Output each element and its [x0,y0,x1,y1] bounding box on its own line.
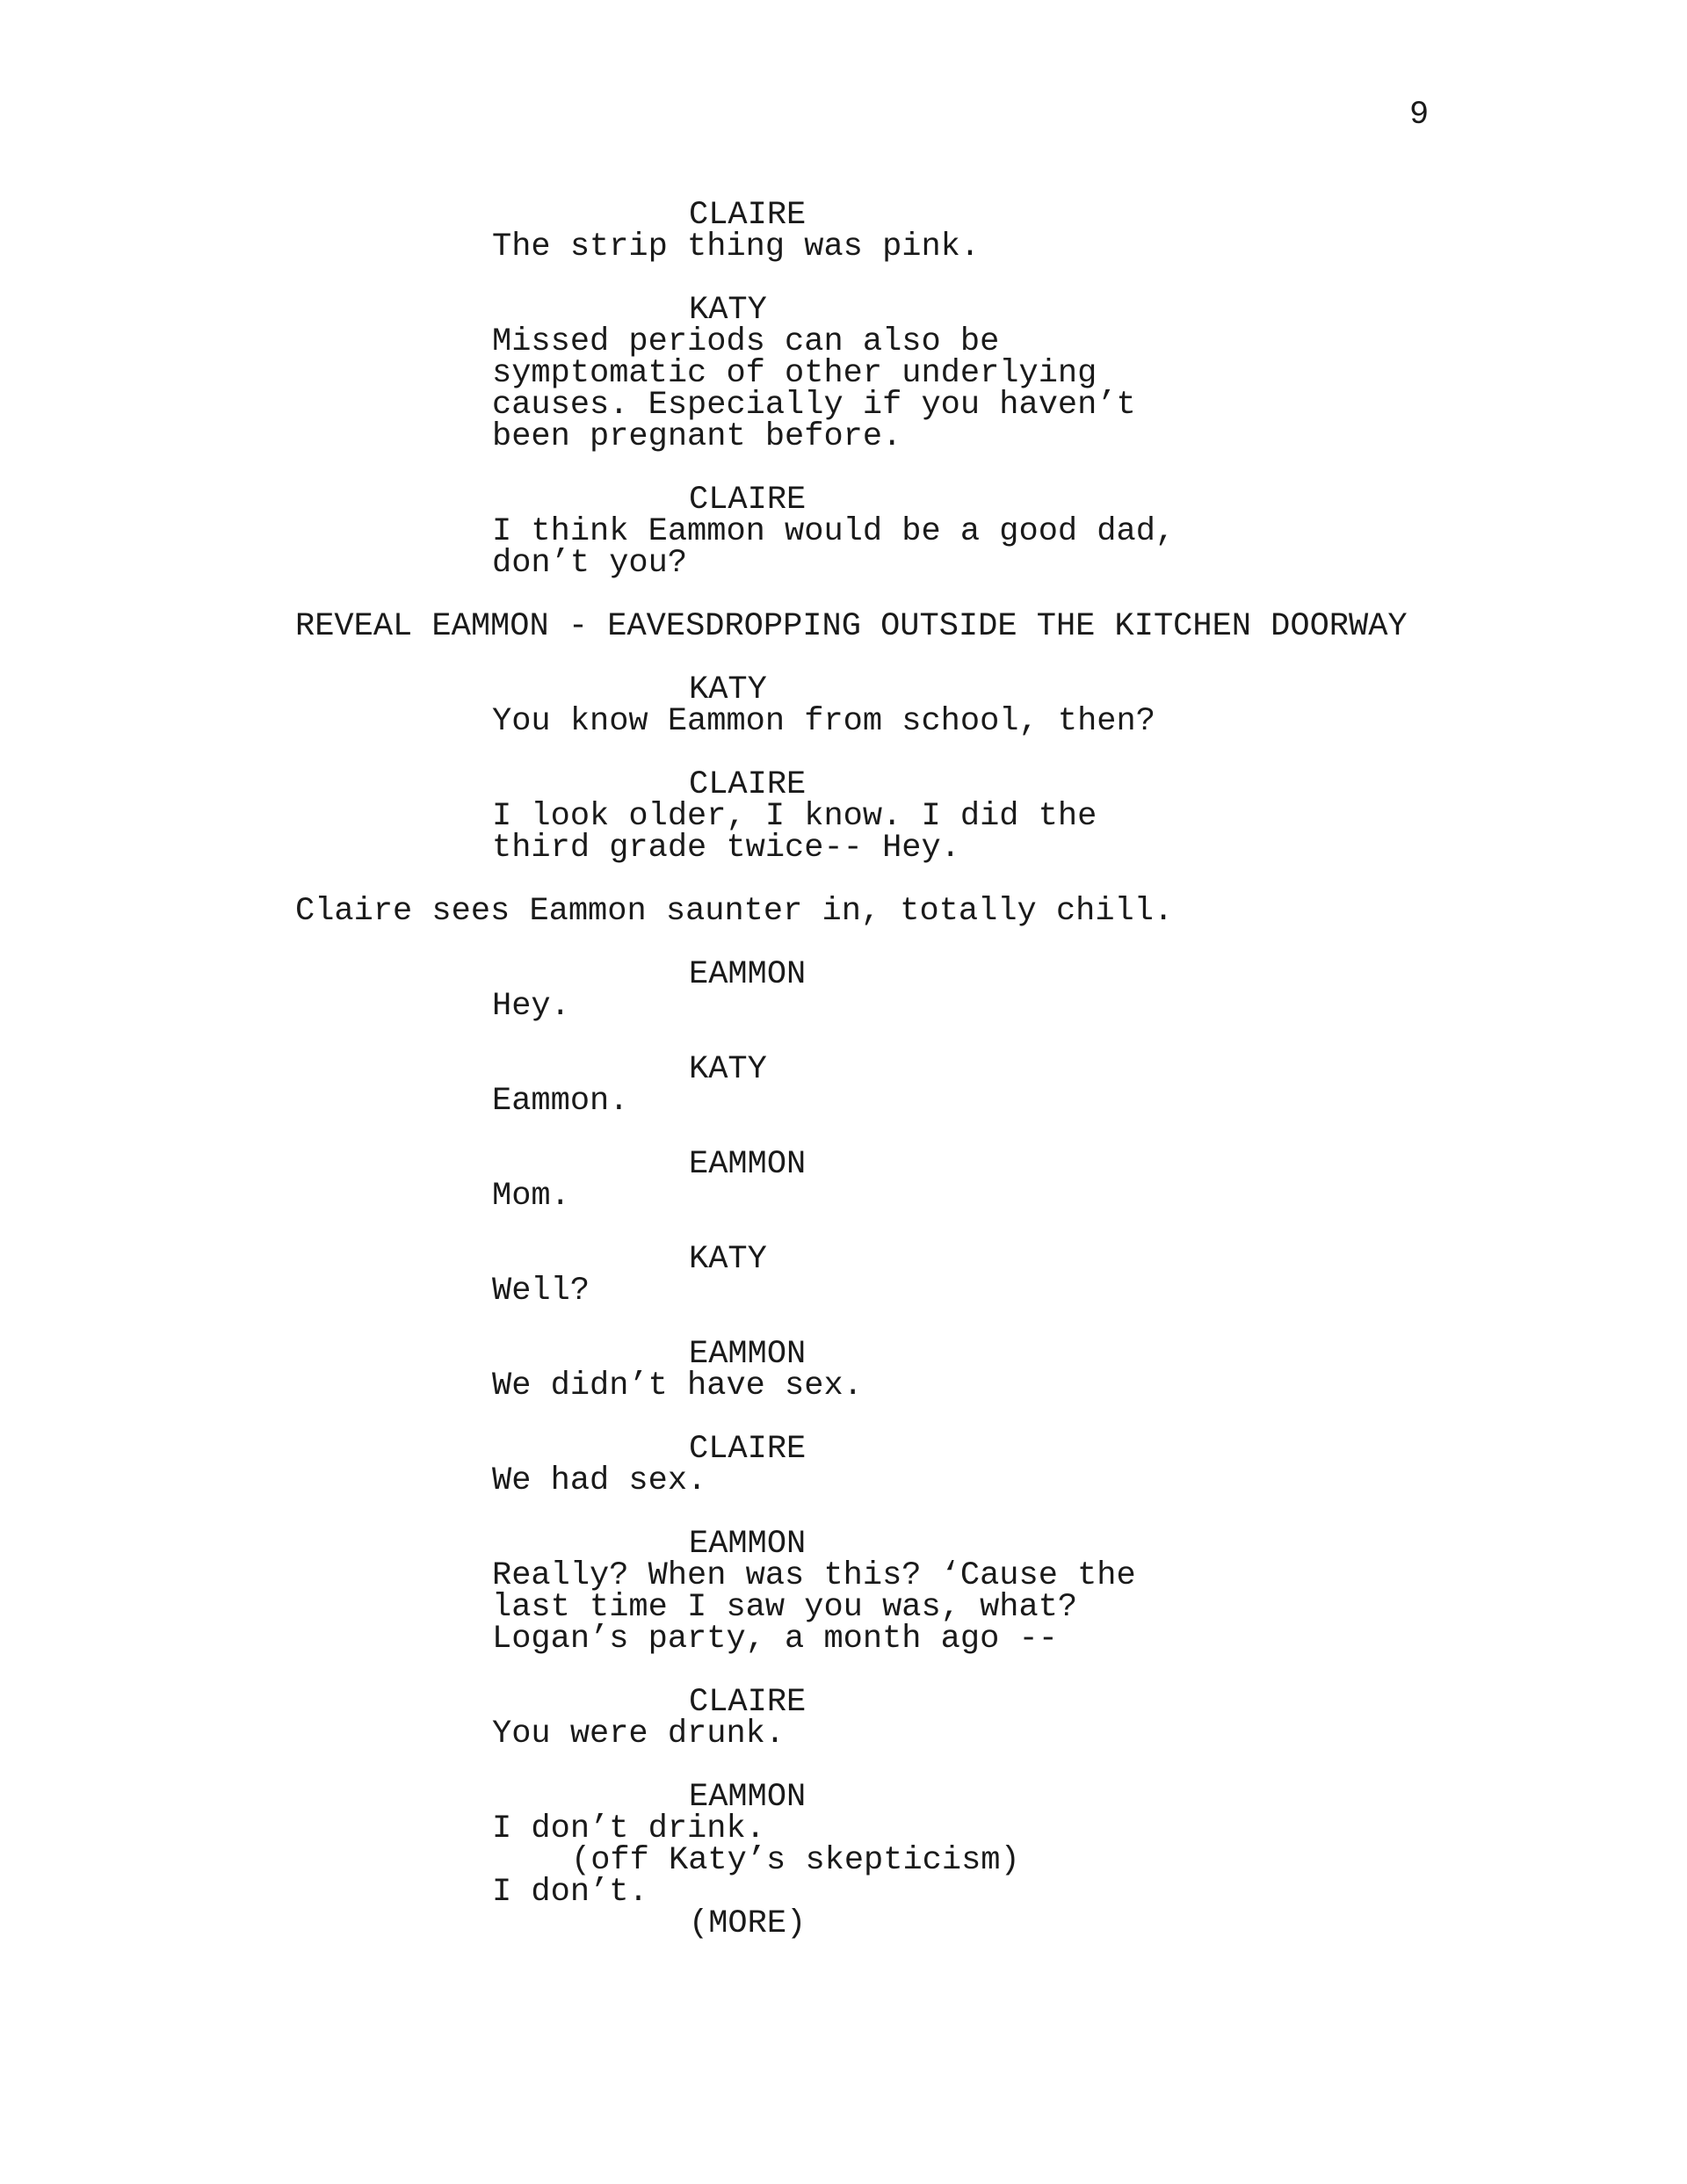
character-cue: EAMMON [689,1779,807,1816]
dialogue-line: been pregnant before. [492,418,902,455]
character-cue: EAMMON [689,1336,807,1373]
dialogue-line: You were drunk. [492,1716,786,1752]
dialogue-line: Mom. [492,1178,570,1215]
character-cue: KATY [689,292,767,329]
dialogue-line: You know Eammon from school, then? [492,703,1155,740]
dialogue-line: Missed periods can also be [492,323,1000,360]
dialogue-line: The strip thing was pink. [492,229,981,265]
dialogue-line: I don’t drink. [492,1810,765,1847]
character-cue: CLAIRE [689,766,807,803]
dialogue-line: Well? [492,1273,590,1310]
character-cue: KATY [689,1241,767,1278]
character-cue: CLAIRE [689,1431,807,1468]
dialogue-line: We had sex. [492,1462,707,1499]
dialogue-line: I think Eammon would be a good dad, [492,513,1176,550]
character-cue: CLAIRE [689,197,807,234]
dialogue-line: Logan’s party, a month ago -- [492,1621,1058,1658]
character-cue: CLAIRE [689,1684,807,1721]
character-cue: KATY [689,1051,767,1088]
dialogue-line: I don’t. [492,1874,648,1911]
character-cue: KATY [689,671,767,708]
dialogue-line: We didn’t have sex. [492,1368,863,1404]
character-cue: CLAIRE [689,482,807,519]
page-number: 9 [1409,97,1430,134]
dialogue-line: causes. Especially if you haven’t [492,387,1136,424]
character-cue: EAMMON [689,1146,807,1183]
dialogue-line: I look older, I know. I did the [492,798,1097,835]
dialogue-line: last time I saw you was, what? [492,1589,1078,1626]
character-cue: EAMMON [689,1526,807,1563]
dialogue-line: third grade twice-- Hey. [492,830,960,867]
dialogue-line: symptomatic of other underlying [492,355,1097,392]
character-cue: EAMMON [689,956,807,993]
dialogue-line: Hey. [492,988,570,1025]
dialogue-line: Eammon. [492,1083,629,1120]
more-marker: (MORE) [689,1905,807,1942]
dialogue-line: don’t you? [492,545,688,582]
action-line: REVEAL EAMMON - EAVESDROPPING OUTSIDE THE KITCHEN DOORWAY [295,608,1408,645]
action-line: Claire sees Eammon saunter in, totally chill. [295,893,1174,930]
dialogue-line: Really? When was this? ‘Cause the [492,1557,1136,1594]
parenthetical: (off Katy’s skepticism) [571,1842,1020,1879]
